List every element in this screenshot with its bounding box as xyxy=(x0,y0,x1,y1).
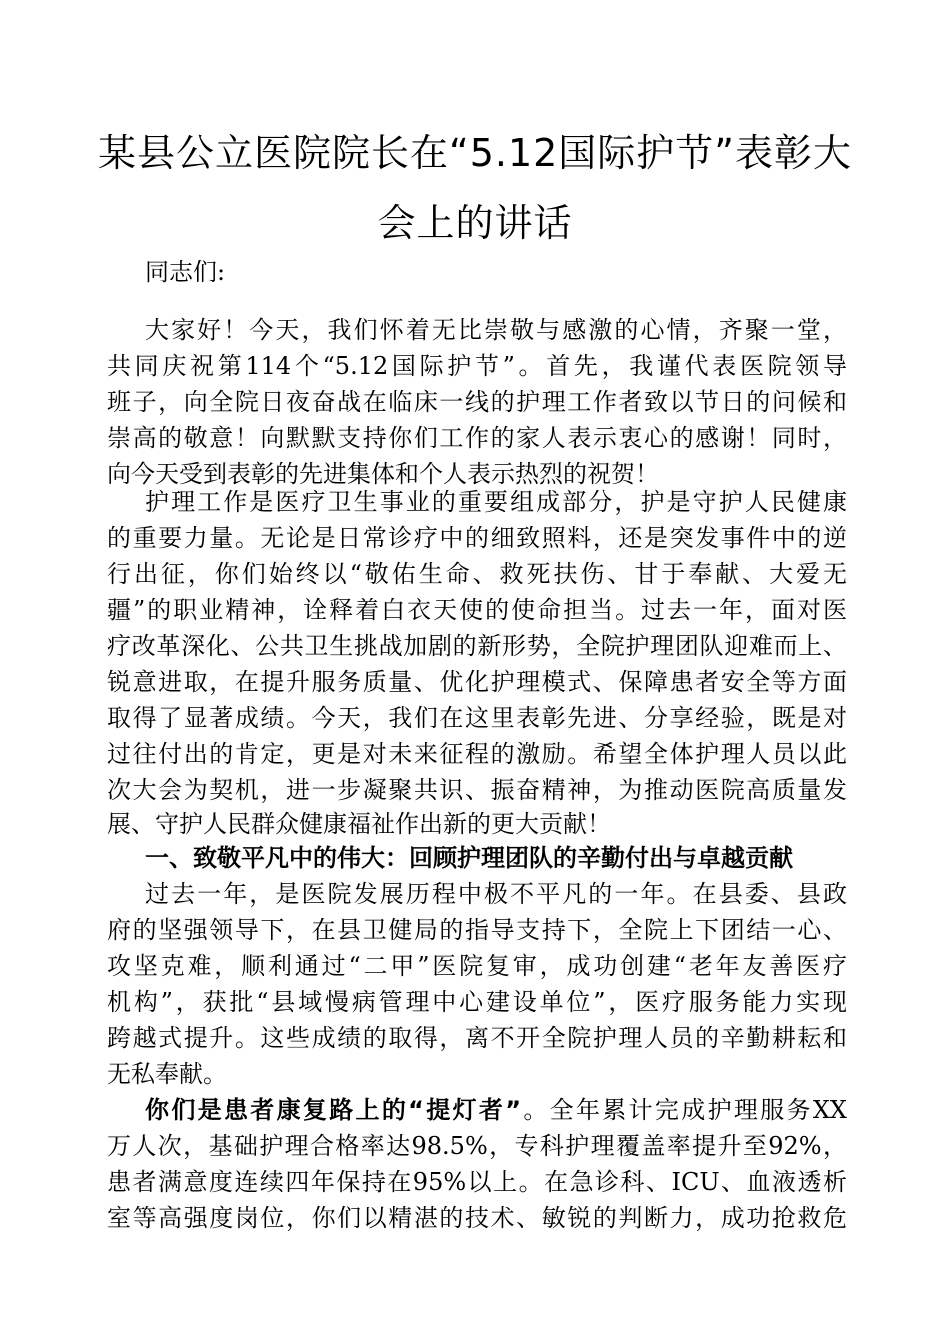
paragraph-3-line: 机构”，获批“县域慢病管理中心建设单位”，医疗服务能力实现 xyxy=(107,988,847,1016)
paragraph-2-line: 护理工作是医疗卫生事业的重要组成部分，护是守护人民健康 xyxy=(145,488,847,516)
paragraph-4-line: 万人次，基础护理合格率达98.5%，专科护理覆盖率提升至92%， xyxy=(107,1132,847,1160)
paragraph-2-line: 的重要力量。无论是日常诊疗中的细致照料，还是突发事件中的逆 xyxy=(107,524,847,552)
paragraph-1-line: 共同庆祝第114个“5.12国际护节”。首先，我谨代表医院领导 xyxy=(107,352,847,380)
paragraph-4-first-line xyxy=(145,1092,847,1128)
paragraph-1-line: 大家好！今天，我们怀着无比崇敬与感激的心情，齐聚一堂， xyxy=(145,316,847,344)
paragraph-4-lead-rest: 。全年累计完成护理服务XX xyxy=(521,1096,848,1124)
paragraph-3-line: 无私奉献。 xyxy=(107,1060,227,1088)
paragraph-2-line: 行出征，你们始终以“敬佑生命、救死扶伤、甘于奉献、大爱无 xyxy=(107,560,847,588)
paragraph-3-line: 跨越式提升。这些成绩的取得，离不开全院护理人员的辛勤耕耘和 xyxy=(107,1024,847,1052)
paragraph-3-line: 过去一年，是医院发展历程中极不平凡的一年。在县委、县政 xyxy=(145,880,847,908)
paragraph-2-line: 疆”的职业精神，诠释着白衣天使的使命担当。过去一年，面对医 xyxy=(107,596,847,624)
paragraph-2-line: 取得了显著成绩。今天，我们在这里表彰先进、分享经验，既是对 xyxy=(107,704,847,732)
paragraph-4-line: 室等高强度岗位，你们以精湛的技术、敏锐的判断力，成功抢救危 xyxy=(107,1204,847,1232)
section-heading-1: 一、致敬平凡中的伟大：回顾护理团队的辛勤付出与卓越贡献 xyxy=(145,844,793,872)
paragraph-3-line: 攻坚克难，顺利通过“二甲”医院复审，成功创建“老年友善医疗 xyxy=(107,952,847,980)
paragraph-2-line: 过往付出的肯定，更是对未来征程的激励。希望全体护理人员以此 xyxy=(107,740,847,768)
paragraph-4-lead-bold: 你们是患者康复路上的“提灯者” xyxy=(145,1096,522,1124)
paragraph-2-line: 疗改革深化、公共卫生挑战加剧的新形势，全院护理团队迎难而上、 xyxy=(107,632,847,660)
document-title-line-1: 某县公立医院院长在“5.12国际护节”表彰大 xyxy=(98,131,852,175)
paragraph-1-line: 班子，向全院日夜奋战在临床一线的护理工作者致以节日的问候和 xyxy=(107,388,847,416)
paragraph-2-line: 锐意进取，在提升服务质量、优化护理模式、保障患者安全等方面 xyxy=(107,668,847,696)
salutation: 同志们: xyxy=(145,258,226,286)
paragraph-1-line: 崇高的敬意！向默默支持你们工作的家人表示衷心的感谢！同时， xyxy=(107,424,847,452)
document-title-line-2: 会上的讲话 xyxy=(377,201,573,245)
paragraph-2-line: 展、守护人民群众健康福祉作出新的更大贡献！ xyxy=(107,810,611,838)
paragraph-3-line: 府的坚强领导下，在县卫健局的指导支持下，全院上下团结一心、 xyxy=(107,916,847,944)
paragraph-4-line: 患者满意度连续四年保持在95%以上。在急诊科、ICU、血液透析 xyxy=(107,1168,847,1196)
paragraph-2-line: 次大会为契机，进一步凝聚共识、振奋精神，为推动医院高质量发 xyxy=(107,776,847,804)
paragraph-1-line: 向今天受到表彰的先进集体和个人表示热烈的祝贺！ xyxy=(107,460,659,488)
